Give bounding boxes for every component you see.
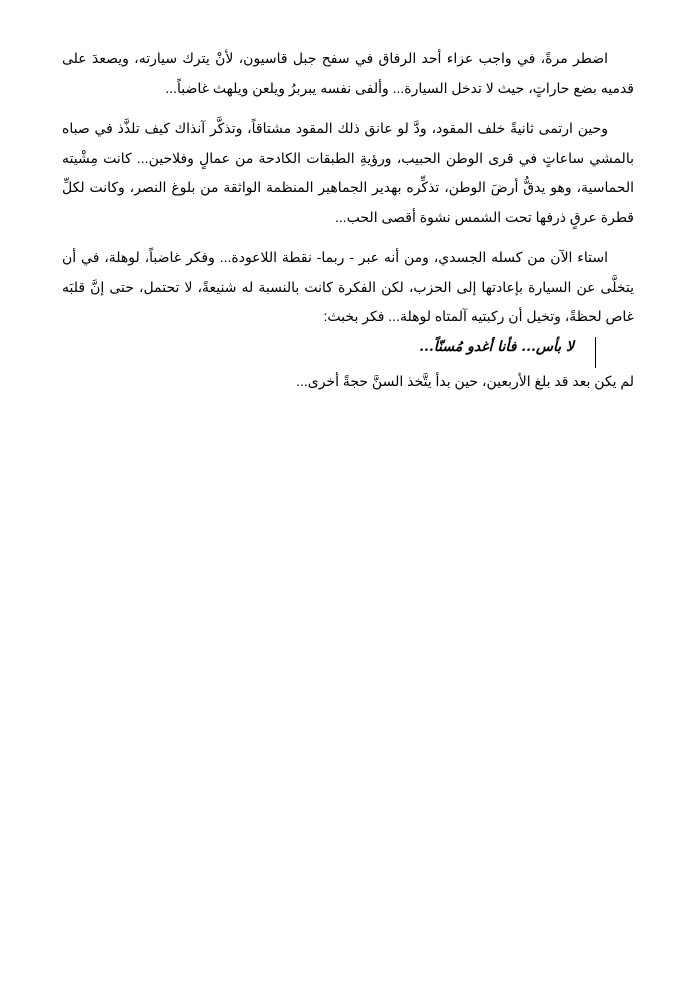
closing-line: لم يكن بعد قد بلغ الأربعين، حين بدأ يتَّخذ السنَّ حجةً أخرى...: [296, 372, 634, 389]
paragraph-3: استاء الآن من كسله الجسدي، ومن أنه عبر - ربما- نقطة اللاعودة... وفكر غاضباً، لوهلة، في أن يتخلَّى عن السيارة بإعادتها إلى الحزب، لكن الفكرة كانت بالنسبة له شنيعةً، لا تحتمل، حتى إنَّ قلبَه غاص لحظةً، وتخيل أن ركبتيه آلمتاه لوهلة... فكر بخبث:: [62, 249, 634, 324]
quote-text: لا بأس... فأنا أغدو مُسنّاً...: [419, 338, 574, 355]
paragraph-2: وحين ارتمى ثانيةً خلف المقود، ودَّ لو عانق ذلك المقود مشتاقاً، وتذكَّر آنذاك كيف تلذَّذ في صباه بالمشي ساعاتٍ في قرى الوطن الحبيب، ورؤيةِ الطبقات الكادحة من عمالٍ وفلاحين... كانت مِشْيته الحماسية، وهو يدقُّ أرضَ الوطن، تذكِّره بهدير الجماهير المنظمة الواثقة من بلوغ النصر، وكانت لكلِّ قطرة عرقٍ ذرفها تحت الشمس نشوة أقصى الحب...: [62, 120, 634, 225]
document-body: [62, 44, 634, 396]
paragraph-1: اضطر مرةً، في واجب عزاء أحد الرفاق في سفح جبل قاسيون، لأنْ يترك سيارته، ويصعدَ على قدميه بضع حاراتٍ، حيث لا تدخل السيارة... وألفى نفسه يبربرُ ويلعن ويلهث غاضباً...: [62, 50, 634, 96]
quote-bar: [595, 337, 596, 368]
quote-block: [62, 337, 634, 363]
